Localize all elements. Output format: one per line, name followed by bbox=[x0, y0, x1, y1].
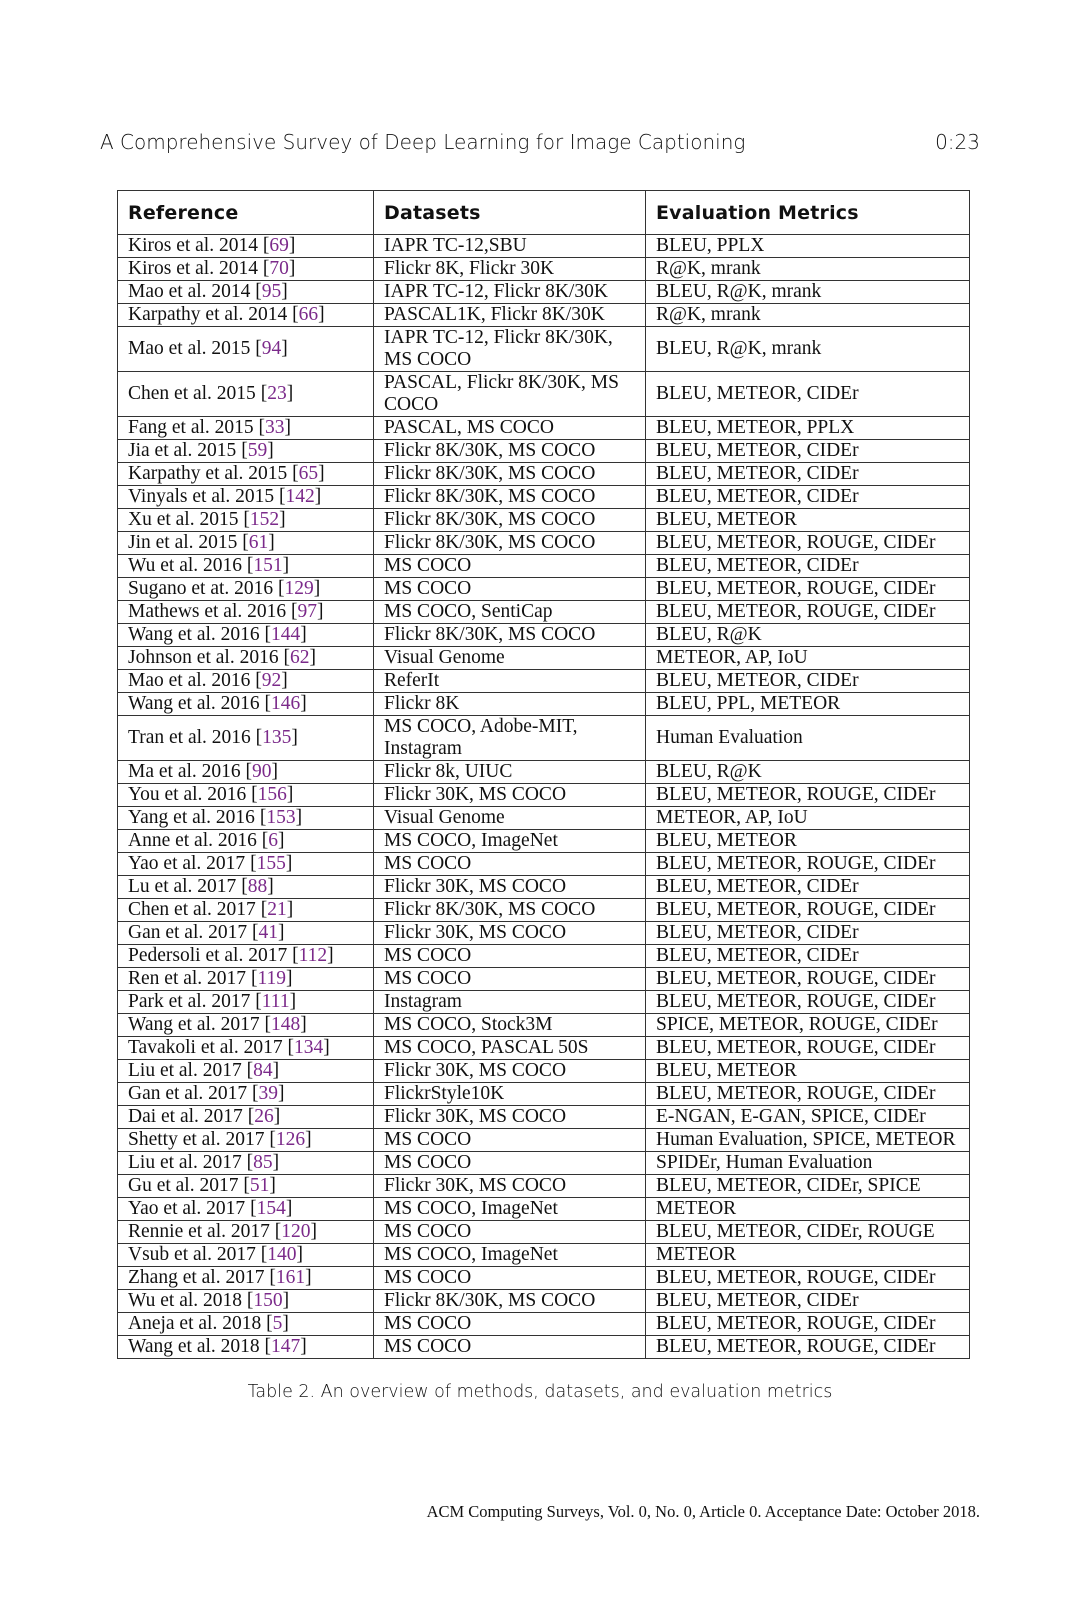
datasets-cell: MS COCO, ImageNet bbox=[374, 830, 646, 853]
datasets-cell: Flickr 30K, MS COCO bbox=[374, 1106, 646, 1129]
table-row bbox=[118, 670, 970, 693]
metrics-cell: R@K, mrank bbox=[646, 258, 970, 281]
datasets-cell: MS COCO bbox=[374, 1221, 646, 1244]
metrics-cell: BLEU, METEOR, ROUGE, CIDEr bbox=[646, 853, 970, 876]
reference-cell: Wang et al. 2016 [146] bbox=[118, 693, 374, 716]
table-row bbox=[118, 784, 970, 807]
reference-author: Gan et al. 2017 bbox=[128, 1083, 248, 1104]
table-row bbox=[118, 1267, 970, 1290]
reference-author: Ma et al. 2016 bbox=[128, 761, 241, 782]
reference-cell: Ren et al. 2017 [119] bbox=[118, 968, 374, 991]
table-row bbox=[118, 830, 970, 853]
reference-cell: Wang et al. 2017 [148] bbox=[118, 1014, 374, 1037]
citation-link[interactable]: 140 bbox=[267, 1244, 297, 1265]
reference-author: Tran et al. 2016 bbox=[128, 727, 251, 748]
column-header-reference: Reference bbox=[118, 191, 374, 235]
datasets-cell: ReferIt bbox=[374, 670, 646, 693]
citation-link[interactable]: 120 bbox=[281, 1221, 311, 1242]
reference-author: Jin et al. 2015 bbox=[128, 532, 238, 553]
reference-cell: Kiros et al. 2014 [70] bbox=[118, 258, 374, 281]
citation-link[interactable]: 5 bbox=[272, 1313, 283, 1334]
table-row bbox=[118, 991, 970, 1014]
page-number: 0:23 bbox=[935, 130, 980, 154]
table-row bbox=[118, 1175, 970, 1198]
citation-link[interactable]: 134 bbox=[293, 1037, 324, 1058]
reference-cell: Yang et al. 2016 [153] bbox=[118, 807, 374, 830]
reference-author: Jia et al. 2015 bbox=[128, 440, 237, 461]
reference-cell: Karpathy et al. 2015 [65] bbox=[118, 463, 374, 486]
metrics-cell: BLEU, METEOR, CIDEr, SPICE bbox=[646, 1175, 970, 1198]
reference-cell: Liu et al. 2017 [84] bbox=[118, 1060, 374, 1083]
citation-link[interactable]: 161 bbox=[275, 1267, 306, 1288]
citation-link[interactable]: 154 bbox=[256, 1198, 286, 1219]
datasets-cell: MS COCO bbox=[374, 945, 646, 968]
reference-author: Karpathy et al. 2015 bbox=[128, 463, 288, 484]
datasets-cell: MS COCO bbox=[374, 1336, 646, 1359]
reference-cell: Wu et al. 2018 [150] bbox=[118, 1290, 374, 1313]
datasets-cell: Flickr 8K/30K, MS COCO bbox=[374, 440, 646, 463]
table-row bbox=[118, 417, 970, 440]
datasets-cell: MS COCO bbox=[374, 1152, 646, 1175]
datasets-cell: Flickr 30K, MS COCO bbox=[374, 1060, 646, 1083]
table-row bbox=[118, 1083, 970, 1106]
reference-cell: Ma et al. 2016 [90] bbox=[118, 761, 374, 784]
datasets-cell: MS COCO, Adobe-MIT, Instagram bbox=[374, 716, 646, 761]
reference-author: Johnson et al. 2016 bbox=[128, 647, 279, 668]
metrics-cell: BLEU, METEOR, CIDEr bbox=[646, 670, 970, 693]
table-row bbox=[118, 509, 970, 532]
reference-author: Wang et al. 2016 bbox=[128, 693, 260, 714]
metrics-cell: BLEU, METEOR, CIDEr bbox=[646, 440, 970, 463]
reference-cell: You et al. 2016 [156] bbox=[118, 784, 374, 807]
datasets-cell: IAPR TC-12, Flickr 8K/30K, MS COCO bbox=[374, 327, 646, 372]
metrics-cell: BLEU, METEOR, ROUGE, CIDEr bbox=[646, 991, 970, 1014]
citation-link[interactable]: 129 bbox=[284, 578, 314, 599]
metrics-cell: BLEU, METEOR, CIDEr bbox=[646, 463, 970, 486]
citation-link[interactable]: 112 bbox=[298, 945, 328, 966]
metrics-cell: Human Evaluation bbox=[646, 716, 970, 761]
metrics-cell: Human Evaluation, SPICE, METEOR bbox=[646, 1129, 970, 1152]
metrics-cell: BLEU, METEOR, CIDEr bbox=[646, 876, 970, 899]
metrics-cell: BLEU, METEOR, ROUGE, CIDEr bbox=[646, 784, 970, 807]
table-row bbox=[118, 945, 970, 968]
reference-author: Mathews et al. 2016 bbox=[128, 601, 287, 622]
citation-link[interactable]: 153 bbox=[266, 807, 296, 828]
table-row bbox=[118, 463, 970, 486]
reference-author: Wang et al. 2018 bbox=[128, 1336, 260, 1357]
citation-link[interactable]: 97 bbox=[297, 601, 318, 622]
datasets-cell: Flickr 8k, UIUC bbox=[374, 761, 646, 784]
citation-link[interactable]: 135 bbox=[262, 727, 292, 748]
reference-author: Sugano et at. 2016 bbox=[128, 578, 274, 599]
reference-author: Chen et al. 2015 bbox=[128, 383, 256, 404]
table-row bbox=[118, 899, 970, 922]
datasets-cell: Visual Genome bbox=[374, 647, 646, 670]
reference-author: Lu et al. 2017 bbox=[128, 876, 237, 897]
datasets-cell: MS COCO bbox=[374, 578, 646, 601]
reference-cell: Mao et al. 2015 [94] bbox=[118, 327, 374, 372]
page-footer: ACM Computing Surveys, Vol. 0, No. 0, Article 0. Acceptance Date: October 2018. bbox=[426, 1502, 980, 1521]
metrics-cell: BLEU, METEOR, ROUGE, CIDEr bbox=[646, 1267, 970, 1290]
citation-link[interactable]: 39 bbox=[258, 1083, 279, 1104]
citation-link[interactable]: 66 bbox=[298, 304, 319, 325]
citation-link[interactable]: 70 bbox=[269, 258, 289, 279]
table-row bbox=[118, 601, 970, 624]
column-header-datasets: Datasets bbox=[374, 191, 646, 235]
table-row bbox=[118, 1244, 970, 1267]
datasets-cell: Flickr 8K/30K, MS COCO bbox=[374, 899, 646, 922]
reference-author: Wu et al. 2018 bbox=[128, 1290, 243, 1311]
datasets-cell: IAPR TC-12,SBU bbox=[374, 235, 646, 258]
reference-author: Fang et al. 2015 bbox=[128, 417, 254, 438]
citation-link[interactable]: 26 bbox=[254, 1106, 274, 1127]
reference-author: Mao et al. 2015 bbox=[128, 338, 251, 359]
reference-cell: Lu et al. 2017 [88] bbox=[118, 876, 374, 899]
citation-link[interactable]: 150 bbox=[253, 1290, 283, 1311]
header-row bbox=[118, 191, 970, 235]
datasets-cell: MS COCO, ImageNet bbox=[374, 1198, 646, 1221]
reference-cell: Dai et al. 2017 [26] bbox=[118, 1106, 374, 1129]
metrics-cell: BLEU, METEOR, CIDEr bbox=[646, 922, 970, 945]
table-row bbox=[118, 1129, 970, 1152]
reference-author: Kiros et al. 2014 bbox=[128, 235, 258, 256]
metrics-cell: SPICE, METEOR, ROUGE, CIDEr bbox=[646, 1014, 970, 1037]
reference-cell: Rennie et al. 2017 [120] bbox=[118, 1221, 374, 1244]
metrics-cell: BLEU, PPL, METEOR bbox=[646, 693, 970, 716]
citation-link[interactable]: 152 bbox=[249, 509, 280, 530]
reference-author: Wu et al. 2016 bbox=[128, 555, 243, 576]
citation-link[interactable]: 88 bbox=[247, 876, 268, 897]
table-row bbox=[118, 922, 970, 945]
table-row bbox=[118, 532, 970, 555]
reference-cell: Yao et al. 2017 [154] bbox=[118, 1198, 374, 1221]
reference-cell: Tran et al. 2016 [135] bbox=[118, 716, 374, 761]
metrics-cell: BLEU, METEOR, PPLX bbox=[646, 417, 970, 440]
datasets-cell: Flickr 8K, Flickr 30K bbox=[374, 258, 646, 281]
metrics-cell: BLEU, METEOR, CIDEr bbox=[646, 486, 970, 509]
reference-author: Liu et al. 2017 bbox=[128, 1152, 242, 1173]
metrics-cell: BLEU, METEOR bbox=[646, 509, 970, 532]
reference-cell: Aneja et al. 2018 [5] bbox=[118, 1313, 374, 1336]
citation-link[interactable]: 69 bbox=[269, 235, 289, 256]
reference-cell: Karpathy et al. 2014 [66] bbox=[118, 304, 374, 327]
citation-link[interactable]: 62 bbox=[289, 647, 310, 668]
datasets-cell: Flickr 8K/30K, MS COCO bbox=[374, 486, 646, 509]
citation-link[interactable]: 146 bbox=[271, 693, 301, 714]
reference-cell: Mao et al. 2014 [95] bbox=[118, 281, 374, 304]
citation-link[interactable]: 84 bbox=[253, 1060, 273, 1081]
reference-author: Anne et al. 2016 bbox=[128, 830, 257, 851]
datasets-cell: Flickr 30K, MS COCO bbox=[374, 922, 646, 945]
datasets-cell: IAPR TC-12, Flickr 8K/30K bbox=[374, 281, 646, 304]
reference-cell: Chen et al. 2015 [23] bbox=[118, 372, 374, 417]
datasets-cell: MS COCO, ImageNet bbox=[374, 1244, 646, 1267]
metrics-cell: BLEU, METEOR, CIDEr bbox=[646, 1290, 970, 1313]
reference-author: Karpathy et al. 2014 bbox=[128, 304, 288, 325]
running-head bbox=[100, 130, 980, 154]
metrics-cell: BLEU, METEOR, ROUGE, CIDEr bbox=[646, 1037, 970, 1060]
datasets-cell: MS COCO, PASCAL 50S bbox=[374, 1037, 646, 1060]
reference-cell: Pedersoli et al. 2017 [112] bbox=[118, 945, 374, 968]
datasets-cell: MS COCO bbox=[374, 555, 646, 578]
metrics-cell: BLEU, METEOR, ROUGE, CIDEr bbox=[646, 532, 970, 555]
table-row bbox=[118, 1336, 970, 1359]
citation-link[interactable]: 59 bbox=[247, 440, 268, 461]
datasets-cell: Flickr 30K, MS COCO bbox=[374, 876, 646, 899]
metrics-cell: BLEU, METEOR, ROUGE, CIDEr bbox=[646, 1313, 970, 1336]
reference-cell: Johnson et al. 2016 [62] bbox=[118, 647, 374, 670]
table-row bbox=[118, 440, 970, 463]
reference-author: Liu et al. 2017 bbox=[128, 1060, 242, 1081]
metrics-cell: METEOR, AP, IoU bbox=[646, 647, 970, 670]
citation-link[interactable]: 111 bbox=[261, 991, 290, 1012]
table-row bbox=[118, 693, 970, 716]
metrics-cell: METEOR bbox=[646, 1244, 970, 1267]
overview-table bbox=[117, 190, 970, 1359]
metrics-cell: BLEU, METEOR, ROUGE, CIDEr bbox=[646, 601, 970, 624]
metrics-cell: BLEU, R@K bbox=[646, 761, 970, 784]
reference-author: Vinyals et al. 2015 bbox=[128, 486, 275, 507]
citation-link[interactable]: 148 bbox=[271, 1014, 301, 1035]
metrics-cell: E-NGAN, E-GAN, SPICE, CIDEr bbox=[646, 1106, 970, 1129]
reference-author: Pedersoli et al. 2017 bbox=[128, 945, 288, 966]
reference-cell: Mao et al. 2016 [92] bbox=[118, 670, 374, 693]
table-row bbox=[118, 372, 970, 417]
table-row bbox=[118, 258, 970, 281]
metrics-cell: BLEU, METEOR, CIDEr bbox=[646, 945, 970, 968]
datasets-cell: Flickr 8K bbox=[374, 693, 646, 716]
table-row bbox=[118, 555, 970, 578]
reference-cell: Zhang et al. 2017 [161] bbox=[118, 1267, 374, 1290]
table-row bbox=[118, 807, 970, 830]
datasets-cell: Flickr 8K/30K, MS COCO bbox=[374, 463, 646, 486]
citation-link[interactable]: 33 bbox=[265, 417, 285, 438]
citation-link[interactable]: 92 bbox=[261, 670, 282, 691]
table-caption: Table 2. An overview of methods, datasets, and evaluation metrics bbox=[247, 1382, 833, 1402]
table-row bbox=[118, 578, 970, 601]
reference-author: Shetty et al. 2017 bbox=[128, 1129, 265, 1150]
table-row bbox=[118, 624, 970, 647]
datasets-cell: MS COCO bbox=[374, 1129, 646, 1152]
reference-cell: Sugano et at. 2016 [129] bbox=[118, 578, 374, 601]
table-row bbox=[118, 235, 970, 258]
metrics-cell: BLEU, METEOR, ROUGE, CIDEr bbox=[646, 1336, 970, 1359]
metrics-cell: BLEU, METEOR bbox=[646, 1060, 970, 1083]
table-row bbox=[118, 1221, 970, 1244]
table-row bbox=[118, 304, 970, 327]
metrics-cell: BLEU, R@K, mrank bbox=[646, 327, 970, 372]
reference-author: Wang et al. 2016 bbox=[128, 624, 260, 645]
reference-cell: Mathews et al. 2016 [97] bbox=[118, 601, 374, 624]
metrics-cell: BLEU, METEOR, CIDEr bbox=[646, 372, 970, 417]
citation-link[interactable]: 90 bbox=[252, 761, 272, 782]
datasets-cell: PASCAL1K, Flickr 8K/30K bbox=[374, 304, 646, 327]
reference-author: Aneja et al. 2018 bbox=[128, 1313, 262, 1334]
table-row bbox=[118, 1313, 970, 1336]
metrics-cell: BLEU, METEOR, ROUGE, CIDEr bbox=[646, 578, 970, 601]
metrics-cell: METEOR bbox=[646, 1198, 970, 1221]
metrics-cell: BLEU, R@K bbox=[646, 624, 970, 647]
table-row bbox=[118, 853, 970, 876]
datasets-cell: PASCAL, Flickr 8K/30K, MS COCO bbox=[374, 372, 646, 417]
metrics-cell: BLEU, PPLX bbox=[646, 235, 970, 258]
table-row bbox=[118, 1060, 970, 1083]
citation-link[interactable]: 144 bbox=[271, 624, 301, 645]
citation-link[interactable]: 94 bbox=[261, 338, 282, 359]
citation-link[interactable]: 155 bbox=[256, 853, 286, 874]
datasets-cell: MS COCO, SentiCap bbox=[374, 601, 646, 624]
reference-author: Yao et al. 2017 bbox=[128, 853, 246, 874]
reference-author: Yao et al. 2017 bbox=[128, 1198, 246, 1219]
table-body bbox=[118, 235, 970, 1359]
datasets-cell: Flickr 8K/30K, MS COCO bbox=[374, 624, 646, 647]
citation-link[interactable]: 156 bbox=[257, 784, 287, 805]
table-row bbox=[118, 716, 970, 761]
table-row bbox=[118, 1152, 970, 1175]
reference-cell: Shetty et al. 2017 [126] bbox=[118, 1129, 374, 1152]
table-row bbox=[118, 281, 970, 304]
datasets-cell: Flickr 30K, MS COCO bbox=[374, 784, 646, 807]
metrics-cell: R@K, mrank bbox=[646, 304, 970, 327]
table-row bbox=[118, 1037, 970, 1060]
datasets-cell: PASCAL, MS COCO bbox=[374, 417, 646, 440]
reference-cell: Gan et al. 2017 [41] bbox=[118, 922, 374, 945]
table-header bbox=[118, 191, 970, 235]
datasets-cell: Flickr 8K/30K, MS COCO bbox=[374, 1290, 646, 1313]
reference-author: Mao et al. 2016 bbox=[128, 670, 251, 691]
datasets-cell: MS COCO bbox=[374, 1267, 646, 1290]
paper-title: A Comprehensive Survey of Deep Learning for Image Captioning bbox=[100, 130, 746, 154]
datasets-cell: Flickr 8K/30K, MS COCO bbox=[374, 509, 646, 532]
reference-cell: Park et al. 2017 [111] bbox=[118, 991, 374, 1014]
citation-link[interactable]: 147 bbox=[271, 1336, 301, 1357]
reference-cell: Wu et al. 2016 [151] bbox=[118, 555, 374, 578]
column-header-evaluation-metrics: Evaluation Metrics bbox=[646, 191, 970, 235]
datasets-cell: MS COCO bbox=[374, 1313, 646, 1336]
citation-link[interactable]: 119 bbox=[257, 968, 286, 989]
reference-author: Gan et al. 2017 bbox=[128, 922, 248, 943]
table-row bbox=[118, 1198, 970, 1221]
reference-cell: Gan et al. 2017 [39] bbox=[118, 1083, 374, 1106]
reference-author: Xu et al. 2015 bbox=[128, 509, 239, 530]
datasets-cell: Flickr 30K, MS COCO bbox=[374, 1175, 646, 1198]
metrics-cell: BLEU, METEOR, CIDEr bbox=[646, 555, 970, 578]
table-row bbox=[118, 761, 970, 784]
table-row bbox=[118, 327, 970, 372]
reference-author: Tavakoli et al. 2017 bbox=[128, 1037, 283, 1058]
metrics-cell: BLEU, R@K, mrank bbox=[646, 281, 970, 304]
reference-cell: Vsub et al. 2017 [140] bbox=[118, 1244, 374, 1267]
reference-author: Rennie et al. 2017 bbox=[128, 1221, 270, 1242]
reference-author: Kiros et al. 2014 bbox=[128, 258, 258, 279]
reference-cell: Jin et al. 2015 [61] bbox=[118, 532, 374, 555]
table-row bbox=[118, 1014, 970, 1037]
citation-link[interactable]: 95 bbox=[261, 281, 282, 302]
reference-cell: Anne et al. 2016 [6] bbox=[118, 830, 374, 853]
reference-author: You et al. 2016 bbox=[128, 784, 247, 805]
reference-author: Gu et al. 2017 bbox=[128, 1175, 239, 1196]
citation-link[interactable]: 41 bbox=[258, 922, 279, 943]
reference-cell: Tavakoli et al. 2017 [134] bbox=[118, 1037, 374, 1060]
citation-link[interactable]: 61 bbox=[248, 532, 269, 553]
citation-link[interactable]: 65 bbox=[298, 463, 319, 484]
reference-cell: Xu et al. 2015 [152] bbox=[118, 509, 374, 532]
table-row bbox=[118, 876, 970, 899]
reference-author: Vsub et al. 2017 bbox=[128, 1244, 256, 1265]
table-row bbox=[118, 486, 970, 509]
metrics-cell: BLEU, METEOR, CIDEr, ROUGE bbox=[646, 1221, 970, 1244]
citation-link[interactable]: 142 bbox=[285, 486, 315, 507]
reference-cell: Fang et al. 2015 [33] bbox=[118, 417, 374, 440]
reference-author: Dai et al. 2017 bbox=[128, 1106, 243, 1127]
metrics-cell: BLEU, METEOR, ROUGE, CIDEr bbox=[646, 1083, 970, 1106]
citation-link[interactable]: 51 bbox=[249, 1175, 270, 1196]
reference-cell: Liu et al. 2017 [85] bbox=[118, 1152, 374, 1175]
citation-link[interactable]: 6 bbox=[268, 830, 279, 851]
citation-link[interactable]: 151 bbox=[253, 555, 283, 576]
table-row bbox=[118, 1290, 970, 1313]
reference-author: Mao et al. 2014 bbox=[128, 281, 251, 302]
reference-cell: Jia et al. 2015 [59] bbox=[118, 440, 374, 463]
datasets-cell: Flickr 8K/30K, MS COCO bbox=[374, 532, 646, 555]
metrics-cell: SPIDEr, Human Evaluation bbox=[646, 1152, 970, 1175]
datasets-cell: FlickrStyle10K bbox=[374, 1083, 646, 1106]
reference-cell: Kiros et al. 2014 [69] bbox=[118, 235, 374, 258]
reference-author: Chen et al. 2017 bbox=[128, 899, 256, 920]
reference-author: Ren et al. 2017 bbox=[128, 968, 247, 989]
citation-link[interactable]: 21 bbox=[267, 899, 287, 920]
metrics-cell: BLEU, METEOR bbox=[646, 830, 970, 853]
citation-link[interactable]: 23 bbox=[267, 383, 287, 404]
table-row bbox=[118, 647, 970, 670]
reference-author: Yang et al. 2016 bbox=[128, 807, 255, 828]
reference-cell: Gu et al. 2017 [51] bbox=[118, 1175, 374, 1198]
reference-cell: Chen et al. 2017 [21] bbox=[118, 899, 374, 922]
reference-cell: Vinyals et al. 2015 [142] bbox=[118, 486, 374, 509]
reference-author: Zhang et al. 2017 bbox=[128, 1267, 265, 1288]
datasets-cell: MS COCO bbox=[374, 968, 646, 991]
datasets-cell: Instagram bbox=[374, 991, 646, 1014]
datasets-cell: MS COCO bbox=[374, 853, 646, 876]
metrics-cell: METEOR, AP, IoU bbox=[646, 807, 970, 830]
datasets-cell: MS COCO, Stock3M bbox=[374, 1014, 646, 1037]
reference-cell: Yao et al. 2017 [155] bbox=[118, 853, 374, 876]
metrics-cell: BLEU, METEOR, ROUGE, CIDEr bbox=[646, 968, 970, 991]
citation-link[interactable]: 126 bbox=[275, 1129, 306, 1150]
reference-author: Park et al. 2017 bbox=[128, 991, 251, 1012]
reference-cell: Wang et al. 2016 [144] bbox=[118, 624, 374, 647]
metrics-cell: BLEU, METEOR, ROUGE, CIDEr bbox=[646, 899, 970, 922]
citation-link[interactable]: 85 bbox=[253, 1152, 273, 1173]
reference-author: Wang et al. 2017 bbox=[128, 1014, 260, 1035]
table-row bbox=[118, 1106, 970, 1129]
datasets-cell: Visual Genome bbox=[374, 807, 646, 830]
reference-cell: Wang et al. 2018 [147] bbox=[118, 1336, 374, 1359]
table-row bbox=[118, 968, 970, 991]
